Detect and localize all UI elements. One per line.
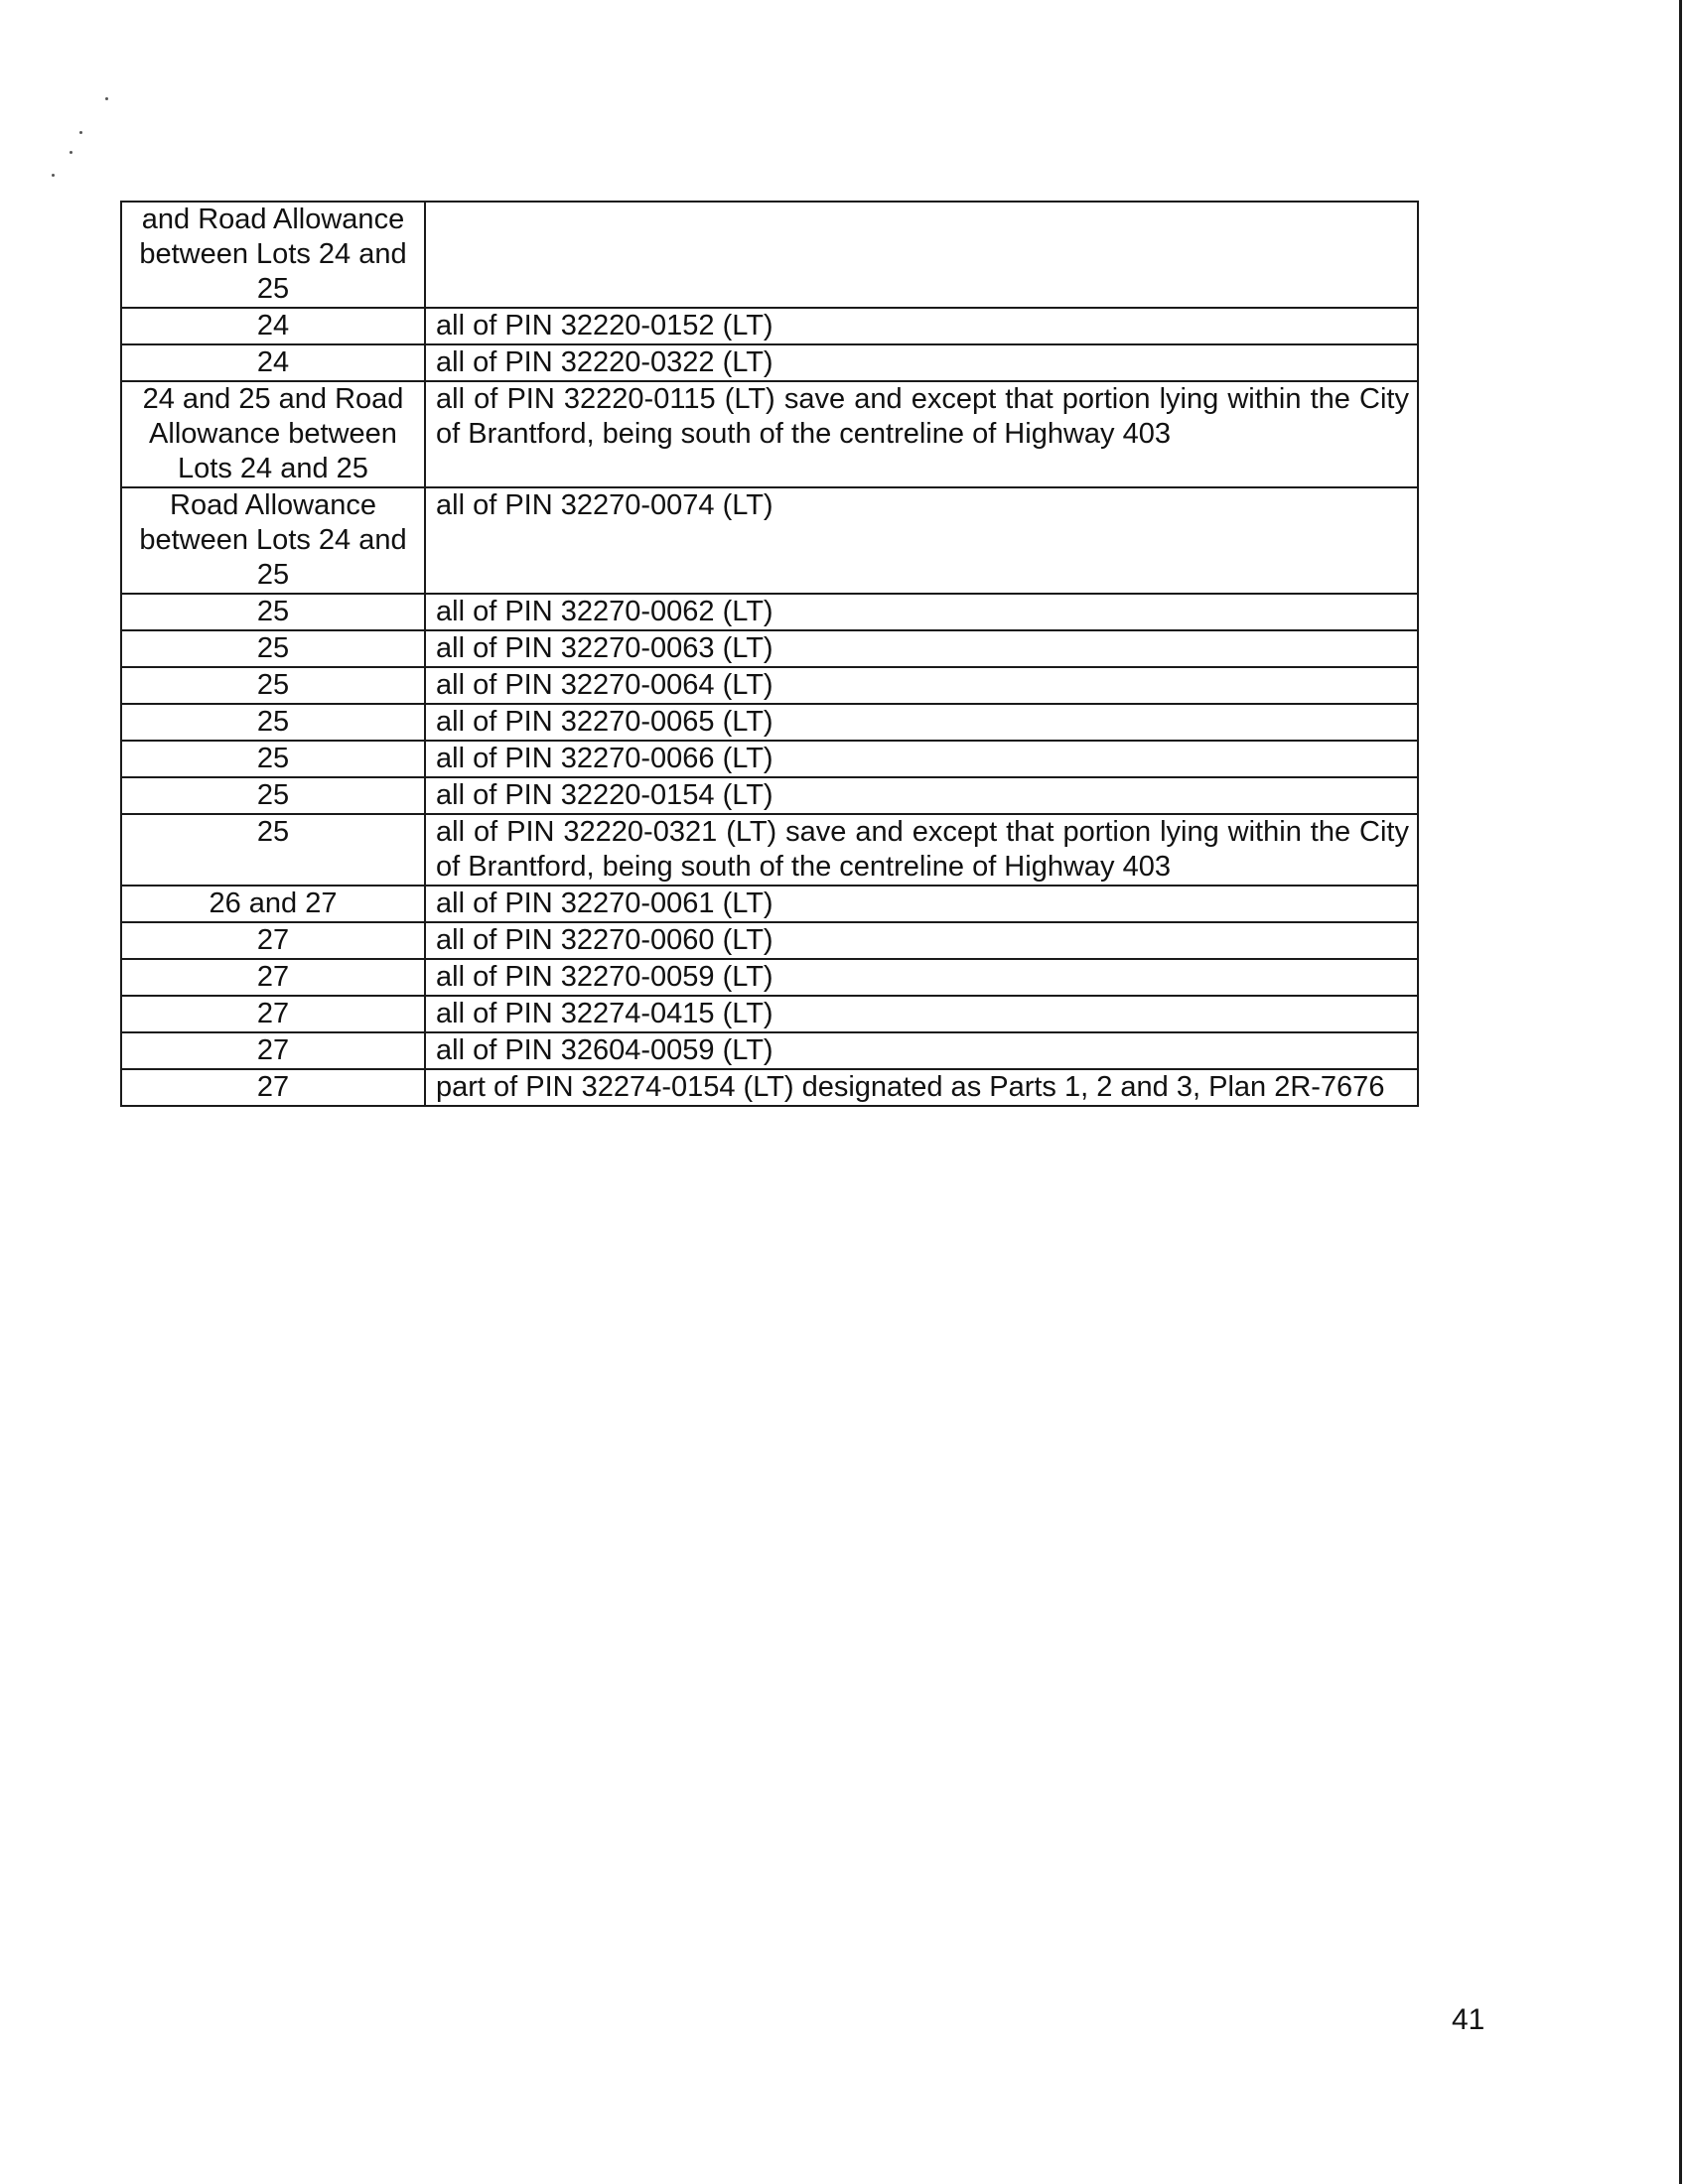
table-row xyxy=(121,308,1418,344)
table-row xyxy=(121,704,1418,741)
lot-cell: 27 xyxy=(121,1032,425,1069)
table-row xyxy=(121,594,1418,630)
table-row xyxy=(121,777,1418,814)
lot-cell: 25 xyxy=(121,741,425,777)
description-cell: all of PIN 32220-0152 (LT) xyxy=(425,308,1418,344)
table-row xyxy=(121,487,1418,594)
table-row xyxy=(121,996,1418,1032)
lot-cell: 27 xyxy=(121,996,425,1032)
lot-cell: 25 xyxy=(121,777,425,814)
lot-cell: 24 xyxy=(121,308,425,344)
table-row xyxy=(121,630,1418,667)
description-cell: all of PIN 32220-0322 (LT) xyxy=(425,344,1418,381)
lot-cell: 27 xyxy=(121,922,425,959)
lot-cell: 25 xyxy=(121,667,425,704)
description-cell: all of PIN 32220-0321 (LT) save and except that portion lying within the City of Brantford, being south of the centreline of Highway 403 xyxy=(425,814,1418,886)
description-cell: all of PIN 32270-0063 (LT) xyxy=(425,630,1418,667)
scan-speck xyxy=(105,97,108,100)
description-cell: all of PIN 32220-0154 (LT) xyxy=(425,777,1418,814)
table-row xyxy=(121,381,1418,487)
lot-cell: 25 xyxy=(121,630,425,667)
description-cell: all of PIN 32270-0064 (LT) xyxy=(425,667,1418,704)
description-cell xyxy=(425,202,1418,308)
scan-edge-line xyxy=(1679,0,1682,2184)
table-row xyxy=(121,886,1418,922)
table-row xyxy=(121,1032,1418,1069)
scan-speck xyxy=(70,151,72,154)
description-cell: all of PIN 32274-0415 (LT) xyxy=(425,996,1418,1032)
scan-speck xyxy=(79,131,82,134)
table-row xyxy=(121,1069,1418,1106)
lot-cell: 25 xyxy=(121,704,425,741)
lot-cell: 24 xyxy=(121,344,425,381)
description-cell: all of PIN 32220-0115 (LT) save and except that portion lying within the City of Brantford, being south of the centreline of Highway 403 xyxy=(425,381,1418,487)
description-cell: part of PIN 32274-0154 (LT) designated as Parts 1, 2 and 3, Plan 2R-7676 xyxy=(425,1069,1418,1106)
lot-cell: 24 and 25 and Road Allowance between Lots 24 and 25 xyxy=(121,381,425,487)
table-row xyxy=(121,959,1418,996)
description-cell: all of PIN 32270-0060 (LT) xyxy=(425,922,1418,959)
description-cell: all of PIN 32270-0074 (LT) xyxy=(425,487,1418,594)
page-number: 41 xyxy=(1452,2003,1485,2036)
table-row xyxy=(121,202,1418,308)
table-row xyxy=(121,922,1418,959)
description-cell: all of PIN 32270-0065 (LT) xyxy=(425,704,1418,741)
table-row xyxy=(121,741,1418,777)
lot-cell: Road Allowance between Lots 24 and 25 xyxy=(121,487,425,594)
table-row xyxy=(121,814,1418,886)
lot-cell: 27 xyxy=(121,1069,425,1106)
lot-cell: 26 and 27 xyxy=(121,886,425,922)
lot-cell: 25 xyxy=(121,814,425,886)
lot-pin-table xyxy=(120,201,1419,1107)
lot-cell: and Road Allowance between Lots 24 and 25 xyxy=(121,202,425,308)
lot-cell: 25 xyxy=(121,594,425,630)
table-row xyxy=(121,667,1418,704)
description-cell: all of PIN 32270-0066 (LT) xyxy=(425,741,1418,777)
description-cell: all of PIN 32270-0061 (LT) xyxy=(425,886,1418,922)
description-cell: all of PIN 32270-0059 (LT) xyxy=(425,959,1418,996)
description-cell: all of PIN 32604-0059 (LT) xyxy=(425,1032,1418,1069)
description-cell: all of PIN 32270-0062 (LT) xyxy=(425,594,1418,630)
scan-speck xyxy=(52,174,55,177)
lot-cell: 27 xyxy=(121,959,425,996)
table-row xyxy=(121,344,1418,381)
